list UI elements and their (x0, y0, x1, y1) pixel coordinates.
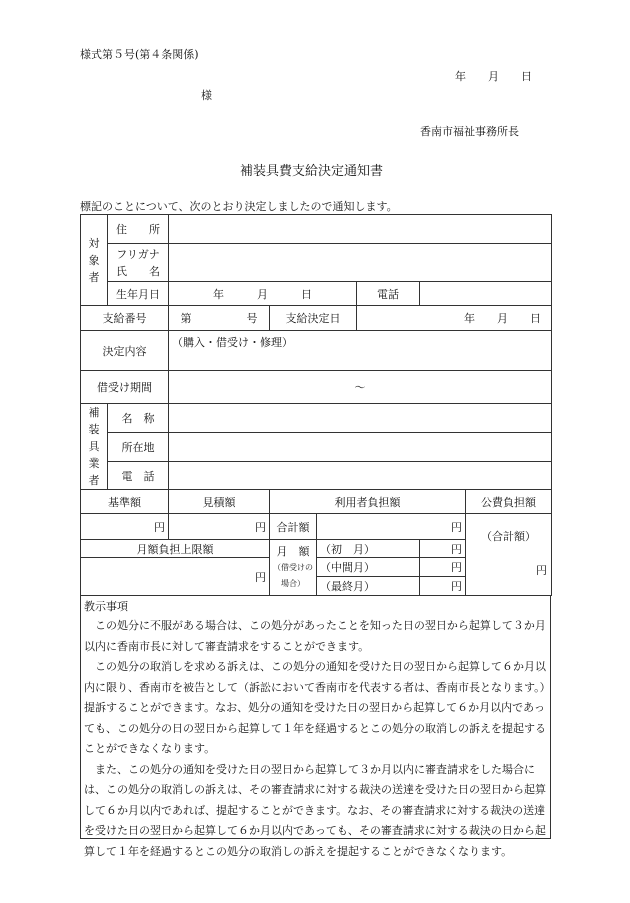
first-month-label: （初 月） (317, 540, 420, 558)
instructions-title: 教示事項 (84, 600, 128, 613)
base-amount-value[interactable]: 円 (81, 514, 169, 540)
page-title: 補装具費支給決定通知書 (240, 164, 384, 179)
total-value[interactable]: 円 (317, 514, 466, 540)
form-number: 様式第５号(第４条関係) (80, 48, 199, 61)
last-month-yen[interactable]: 円 (420, 577, 466, 596)
monthly-limit-label: 月額負担上限額 (81, 540, 270, 558)
instructions-p2: この処分の取消しを求める訴えは、この処分の通知を受けた日の翌日から起算して６か月以内に限り、香南市を被告として（訴訟において香南市を代表する者は、香南市長となります。）提訴することができます。なお、処分の通知を受けた日の翌日から起算して６か月以内であっても、この処分の日の翌日から起算して１年を経過するとこの処分の取消しの訴えを提起することができなくなります。 (84, 660, 546, 755)
phone-field[interactable] (420, 282, 552, 306)
decision-date-label: 支給決定日 (270, 306, 357, 331)
issuer: 香南市福祉事務所長 (420, 125, 519, 138)
decision-content-label: 決定内容 (81, 331, 169, 371)
total-label: 合計額 (270, 514, 317, 540)
middle-month-label: （中間月） (317, 558, 420, 577)
base-amount-label: 基準額 (81, 490, 169, 514)
phone-label: 電話 (357, 282, 420, 306)
address-field[interactable] (169, 215, 552, 244)
public-total-yen: 円 (536, 564, 547, 577)
public-burden-label: 公費負担額 (466, 490, 552, 514)
decision-date-value[interactable]: 年 月 日 (357, 306, 552, 331)
payment-no-label: 支給番号 (81, 306, 169, 331)
last-month-label: （最終月） (317, 577, 420, 596)
birthdate-label: 生年月日 (108, 282, 169, 306)
subject-label: 対 象 者 (81, 215, 108, 306)
vendor-phone-label: 電 話 (108, 462, 169, 490)
address-label: 住 所 (108, 215, 169, 244)
vendor-name-field[interactable] (169, 404, 552, 433)
vendor-location-field[interactable] (169, 433, 552, 462)
payment-no-value[interactable]: 第 号 (169, 306, 270, 331)
addressee: 様 (201, 89, 212, 102)
public-total-label: （合計額） (481, 530, 536, 543)
monthly-limit-value[interactable]: 円 (81, 558, 270, 596)
estimate-value[interactable]: 円 (169, 514, 270, 540)
name-field[interactable] (169, 244, 552, 282)
instructions-p1: この処分に不服がある場合は、この処分があったことを知った日の翌日から起算して３か月以内に香南市長に対して審査請求をすることができます。 (84, 619, 546, 653)
vendor-location-label: 所在地 (108, 433, 169, 462)
instructions-p3: また、この処分の通知を受けた日の翌日から起算して３か月以内に審査請求をした場合には、この処分の取消しの訴えは、その審査請求に対する裁決の送達を受けた日の翌日から起算して６か月以内であれば、提起することができます。なお、その審査請求に対する裁決の送達を受けた日の翌日から起算して６か月以内であっても、その審査請求に対する裁決の日から起算して１年を経過するとこの処分の取消しの訴えを提起することができなくなります。 (84, 762, 546, 858)
decision-content-value[interactable]: （購入・借受け・修理） (169, 331, 552, 371)
lease-period-value[interactable]: ～ (169, 371, 552, 404)
instructions-section (80, 596, 551, 858)
middle-month-yen[interactable]: 円 (420, 558, 466, 577)
estimate-label: 見積額 (169, 490, 270, 514)
decision-form-table (80, 214, 552, 596)
vendor-label: 補 装 具 業 者 (81, 404, 108, 490)
birthdate-value[interactable]: 年 月 日 (169, 282, 357, 306)
intro-text: 標記のことについて、次のとおり決定しましたので通知します。 (80, 200, 398, 213)
first-month-yen[interactable]: 円 (420, 540, 466, 558)
vendor-name-label: 名 称 (108, 404, 169, 433)
lease-period-label: 借受け期間 (81, 371, 169, 404)
public-burden-cell[interactable] (466, 514, 552, 596)
date-line: 年 月 日 (455, 70, 532, 83)
monthly-label: 月 額 （借受けの 場合） (270, 540, 317, 596)
user-burden-label: 利用者負担額 (270, 490, 466, 514)
vendor-phone-field[interactable] (169, 462, 552, 490)
name-label: フリガナ 氏 名 (108, 244, 169, 282)
